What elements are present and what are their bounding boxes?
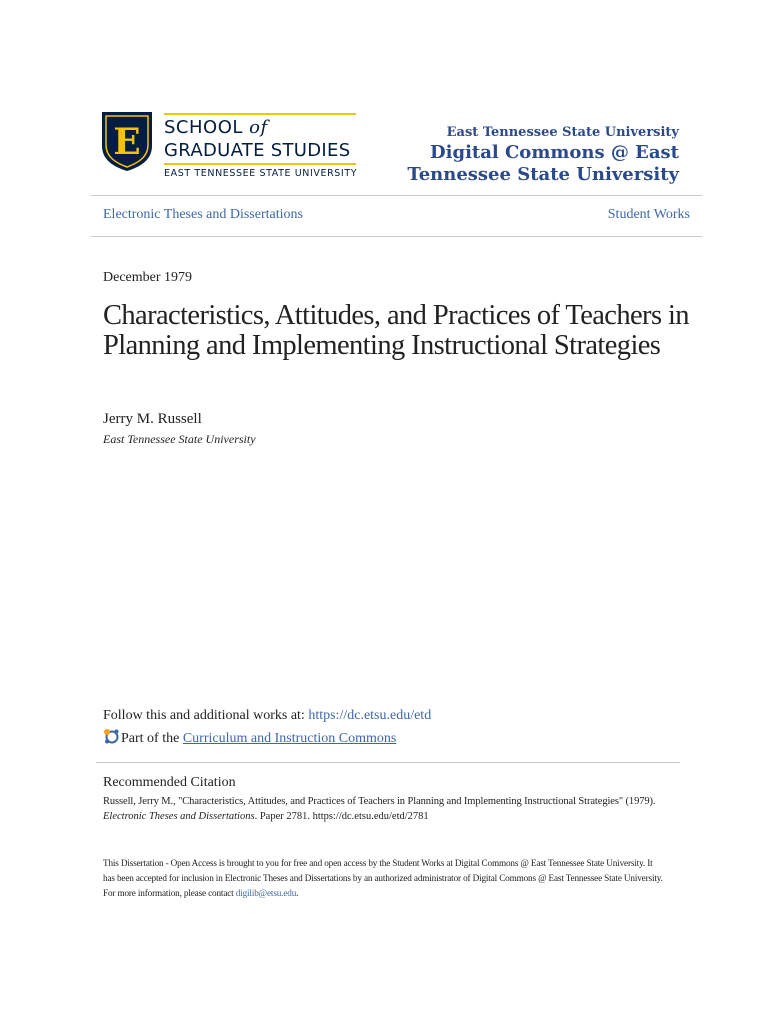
- part-of-line: [121, 731, 396, 747]
- follow-url-link[interactable]: https://dc.etsu.edu/etd: [308, 708, 432, 723]
- institution-name[interactable]: East Tennessee State University: [446, 125, 679, 140]
- network-icon: [103, 728, 120, 745]
- contact-email-link[interactable]: digilib@etsu.edu: [235, 888, 297, 898]
- nav-divider: [91, 236, 702, 237]
- etsu-shield-icon: [100, 110, 154, 172]
- header-divider: [91, 195, 702, 196]
- access-notice: [103, 856, 663, 901]
- publication-date: December 1979: [103, 270, 193, 285]
- logo-school-word: SCHOOL: [164, 117, 243, 138]
- citation-text: Russell, Jerry M., "Characteristics, Attitudes, and Practices of Teachers in Planning and Implementing Instructional Strategies" (1979).: [103, 796, 656, 807]
- citation-divider: [96, 762, 680, 763]
- document-title: Characteristics, Attitudes, and Practices of Teachers in Planning and Implementing Instructional Strategies: [103, 300, 689, 361]
- logo-letter: E: [113, 121, 141, 163]
- commons-link[interactable]: Curriculum and Instruction Commons: [182, 731, 397, 746]
- logo-rule-top: [164, 113, 356, 115]
- citation-series: Electronic Theses and Dissertations: [103, 811, 255, 822]
- logo-of-word: of: [249, 117, 268, 138]
- follow-label: Follow this and additional works at:: [103, 708, 309, 723]
- repository-header: [339, 125, 679, 186]
- citation-heading: Recommended Citation: [103, 775, 236, 790]
- notice-end: .: [296, 888, 299, 898]
- author-affiliation: East Tennessee State University: [103, 432, 256, 446]
- graduate-school-logo: [100, 110, 360, 182]
- follow-line: [103, 708, 431, 724]
- part-of-label: Part of the: [121, 731, 183, 746]
- logo-line-university: EAST TENNESSEE STATE UNIVERSITY: [164, 168, 358, 179]
- citation-paper: . Paper 2781. https://dc.etsu.edu/etd/2781: [254, 811, 429, 822]
- parent-collection-link[interactable]: Student Works: [607, 207, 690, 222]
- collection-link[interactable]: Electronic Theses and Dissertations: [103, 207, 303, 222]
- logo-line-school: [164, 117, 268, 138]
- logo-line-graduate-studies: GRADUATE STUDIES: [164, 140, 351, 161]
- citation-source: [103, 811, 429, 822]
- logo-rule-middle: [164, 163, 356, 165]
- notice-text: This Dissertation - Open Access is brought to you for free and open access by the Student Works at Digital Commons @ East Tennessee State University. It has been accepted for inclusion in Electronic Theses and Dissertations by an authorized administrator of Digital Commons @ East Tennessee State University. For more information, please contact: [103, 858, 663, 898]
- author-name: Jerry M. Russell: [103, 411, 202, 427]
- repository-name[interactable]: Digital Commons @ East Tennessee State University: [407, 142, 679, 185]
